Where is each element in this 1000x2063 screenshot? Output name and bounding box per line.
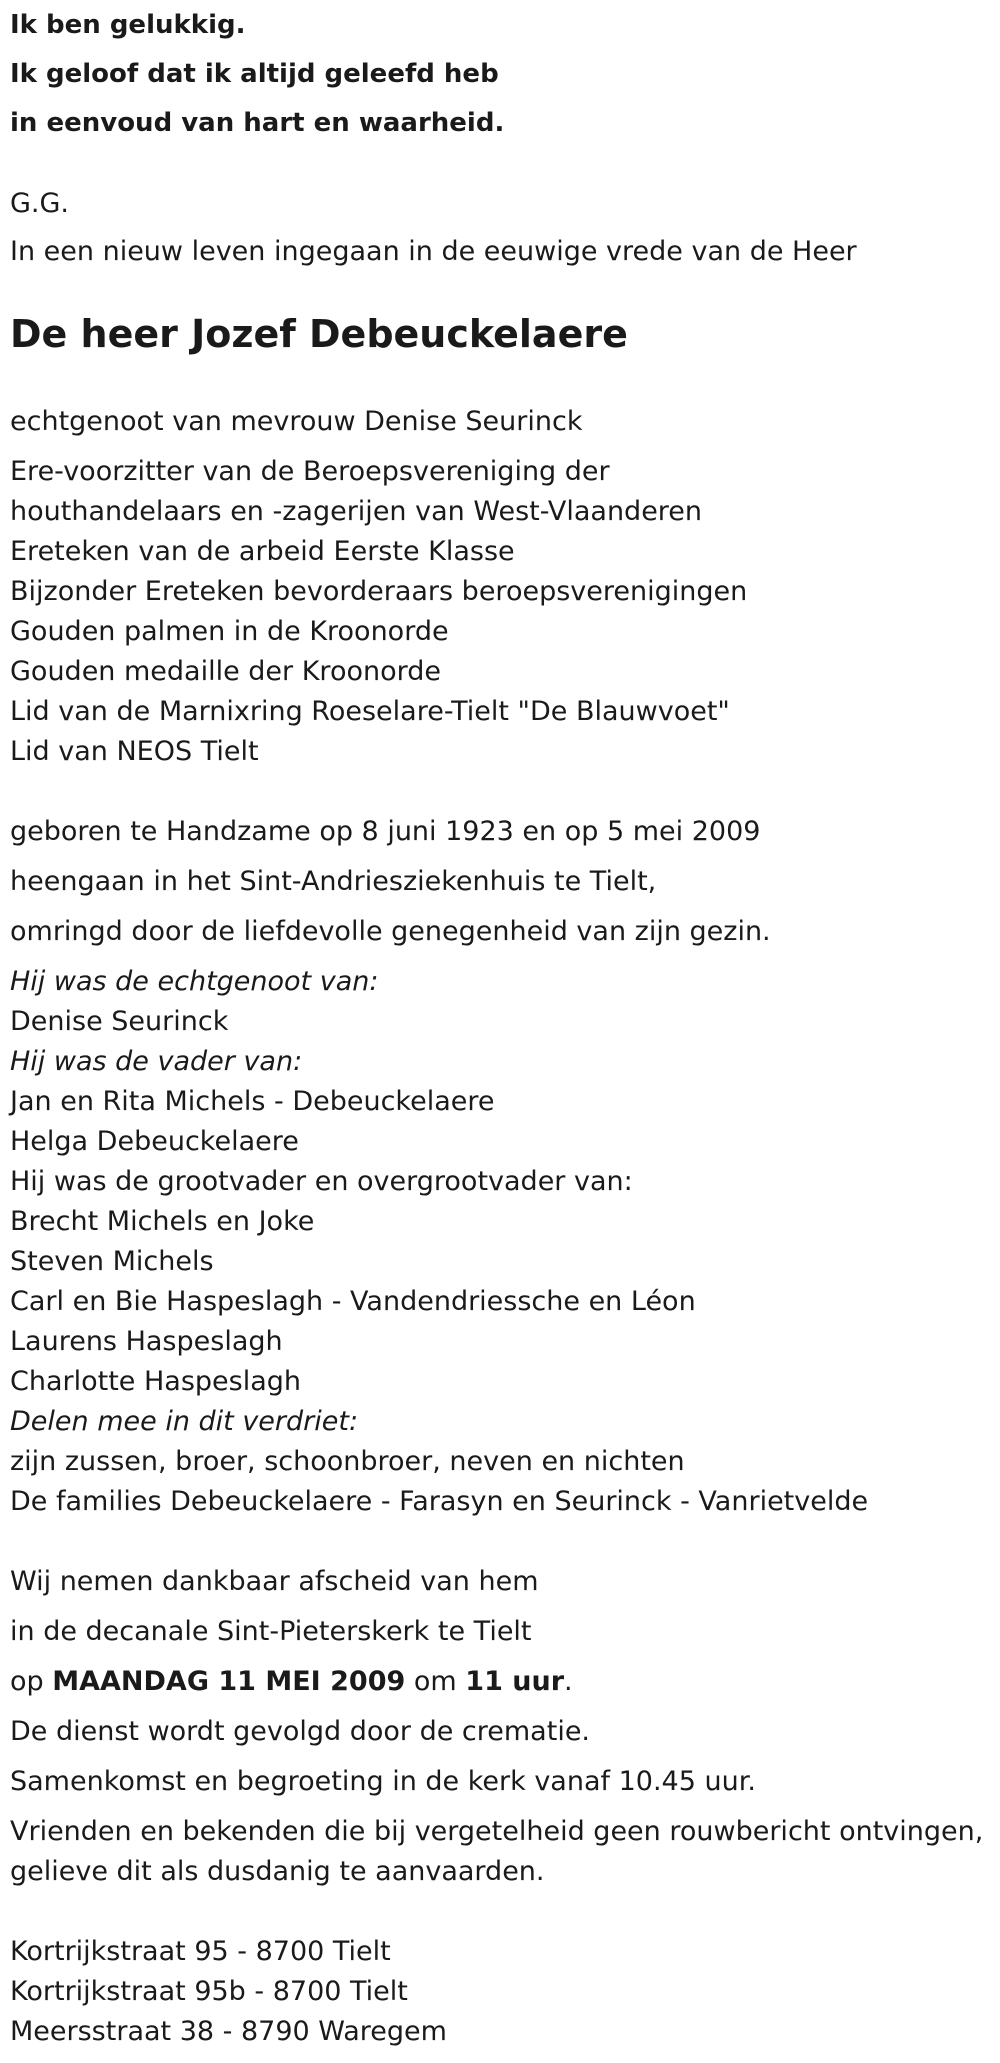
- child-name: Jan en Rita Michels - Debeuckelaere: [10, 1086, 495, 1117]
- honor-line: Ere-voorzitter van de Beroepsvereniging der: [10, 456, 610, 487]
- gathering-line: Samenkomst en begroeting in de kerk vanaf 10.45 uur.: [10, 1766, 756, 1797]
- honor-line: Ereteken van de arbeid Eerste Klasse: [10, 536, 515, 567]
- funeral-line: in de decanale Sint-Pieterskerk te Tielt: [10, 1616, 532, 1647]
- child-name: Helga Debeuckelaere: [10, 1126, 299, 1157]
- others-line: zijn zussen, broer, schoonbroer, neven en nichten: [10, 1446, 685, 1477]
- honor-line: Lid van de Marnixring Roeselare-Tielt "De Blauwvoet": [10, 696, 730, 727]
- address-line: Kortrijkstraat 95b - 8700 Tielt: [10, 1976, 408, 2007]
- grandchild-name: Laurens Haspeslagh: [10, 1326, 283, 1357]
- grandchild-name: Brecht Michels en Joke: [10, 1206, 315, 1237]
- grandchildren-heading: Hij was de grootvader en overgrootvader van:: [10, 1166, 633, 1197]
- honor-line: Lid van NEOS Tielt: [10, 736, 259, 767]
- others-heading: Delen mee in dit verdriet:: [10, 1406, 359, 1437]
- notice-line: Vrienden en bekenden die bij vergetelheid geen rouwbericht ontvingen,: [10, 1816, 984, 1847]
- birth-death-line: heengaan in het Sint-Andriesziekenhuis te Tielt,: [10, 866, 657, 897]
- funeral-date-line: [10, 1665, 573, 1699]
- birth-death-line: geboren te Handzame op 8 juni 1923 en op 5 mei 2009: [10, 816, 761, 847]
- spouse-heading: Hij was de echtgenoot van:: [10, 966, 379, 997]
- honor-line: Bijzonder Ereteken bevorderaars beroepsverenigingen: [10, 576, 748, 607]
- grandchild-name: Charlotte Haspeslagh: [10, 1366, 302, 1397]
- grandchild-name: Steven Michels: [10, 1246, 214, 1277]
- spouse-name: Denise Seurinck: [10, 1006, 229, 1037]
- intro-line: In een nieuw leven ingegaan in de eeuwige vrede van de Heer: [10, 236, 857, 267]
- grandchild-name: Carl en Bie Haspeslagh - Vandendriessche en Léon: [10, 1286, 696, 1317]
- others-line: De families Debeuckelaere - Farasyn en Seurinck - Vanrietvelde: [10, 1486, 869, 1517]
- honor-line: Gouden medaille der Kroonorde: [10, 656, 441, 687]
- address-line: Kortrijkstraat 95 - 8700 Tielt: [10, 1936, 391, 1967]
- address-line: Meersstraat 38 - 8790 Waregem: [10, 2016, 447, 2047]
- children-heading: Hij was de vader van:: [10, 1046, 303, 1077]
- motto-line: Ik ben gelukkig.: [10, 10, 246, 40]
- birth-death-line: omringd door de liefdevolle genegenheid van zijn gezin.: [10, 916, 771, 947]
- date-suffix: .: [564, 1666, 573, 1697]
- funeral-line: Wij nemen dankbaar afscheid van hem: [10, 1566, 539, 1597]
- motto-line: Ik geloof dat ik altijd geleefd heb: [10, 59, 499, 89]
- honor-line: houthandelaars en -zagerijen van West-Vlaanderen: [10, 496, 703, 527]
- honor-line: Gouden palmen in de Kroonorde: [10, 616, 449, 647]
- funeral-time: 11 uur: [465, 1666, 565, 1697]
- service-line: De dienst wordt gevolgd door de crematie.: [10, 1716, 591, 1747]
- date-prefix: op: [10, 1666, 44, 1697]
- time-prefix: om: [413, 1666, 457, 1697]
- notice-line: gelieve dit als dusdanig te aanvaarden.: [10, 1856, 545, 1887]
- deceased-name: De heer Jozef Debeuckelaere: [10, 312, 628, 356]
- motto-line: in eenvoud van hart en waarheid.: [10, 108, 505, 138]
- spouse-line: echtgenoot van mevrouw Denise Seurinck: [10, 406, 583, 437]
- initials: G.G.: [10, 188, 70, 219]
- funeral-date: MAANDAG 11 MEI 2009: [52, 1666, 406, 1697]
